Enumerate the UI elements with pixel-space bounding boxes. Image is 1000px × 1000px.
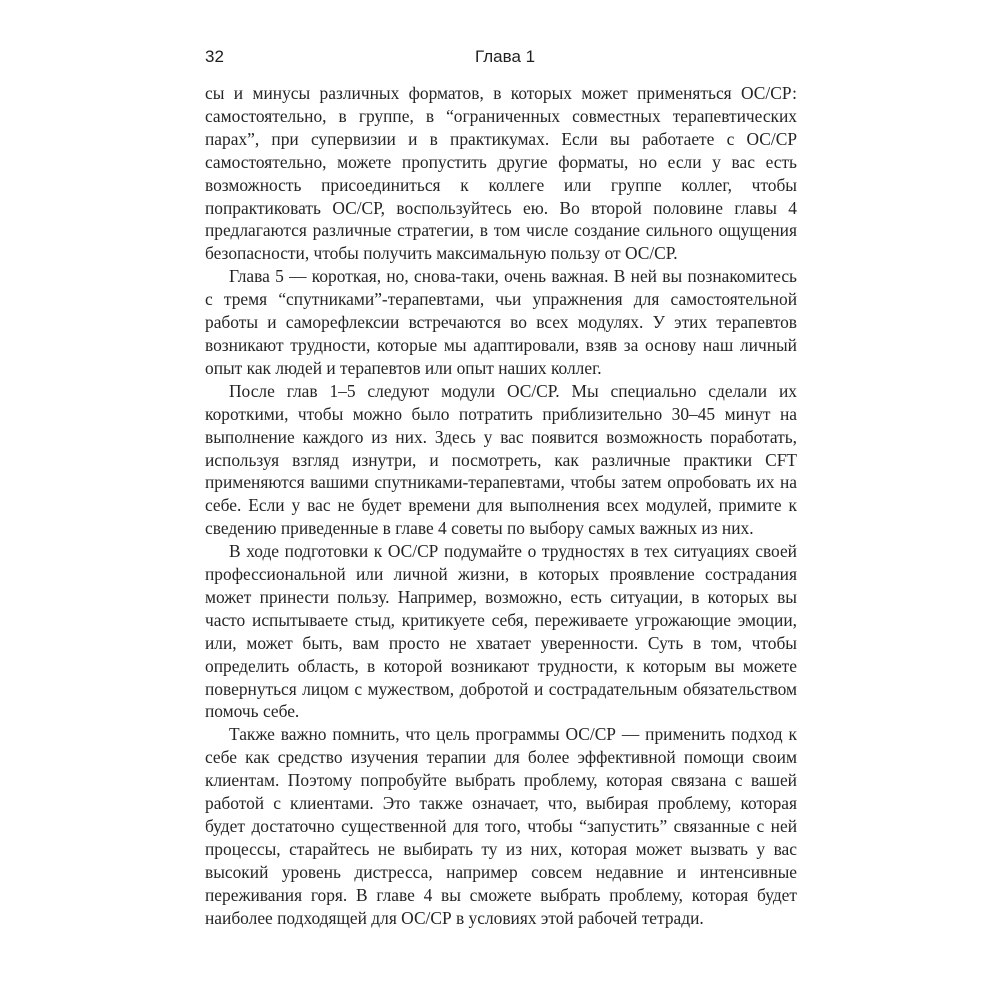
page-header bbox=[205, 46, 797, 74]
page-number: 32 bbox=[205, 47, 224, 66]
paragraph-2: Глава 5 — короткая, но, снова-таки, очень важная. В ней вы познакомитесь с тремя “спутниками”-терапевтами, чьи упражнения для самостоятельной работы и саморефлексии встречаются во всех модулях. У этих терапевтов возникают трудности, которые мы адаптировали, взяв за основу наш личный опыт как людей и терапевтов или опыт наших коллег. bbox=[205, 266, 797, 378]
paragraph-4: В ходе подготовки к ОС/СР подумайте о трудностях в тех ситуациях своей профессиональной или личной жизни, в которых проявление сострадания может принести пользу. Например, возможно, есть ситуации, в которых вы часто испытываете стыд, критикуете себя, переживаете угрожающие эмоции, или, может быть, вам просто не хватает уверенности. Суть в том, чтобы определить область, в которой возникают трудности, к которым вы можете повернуться лицом с мужеством, добротой и сострадательным обязательством помочь себе. bbox=[205, 541, 797, 722]
paragraph-5: Также важно помнить, что цель программы ОС/СР — применить подход к себе как средство изучения терапии для более эффективной помощи своим клиентам. Поэтому попробуйте выбрать проблему, которая связана с вашей работой с клиентами. Это также означает, что, выбирая проблему, которая будет достаточно существенной для того, чтобы “запустить” связанные с ней процессы, старайтесь не выбирать ту из них, которая может вызвать у вас высокий уровень дистресса, например совсем недавние и интенсивные переживания горя. В главе 4 вы сможете выбрать проблему, которая будет наиболее подходящей для ОС/СР в условиях этой рабочей тетради. bbox=[205, 724, 797, 928]
paragraph-3: После глав 1–5 следуют модули ОС/СР. Мы специально сделали их короткими, чтобы можно было потратить приблизительно 30–45 минут на выполнение каждого из них. Здесь у вас появится возможность поработать, используя взгляд изнутри, и посмотреть, как различные практики CFT применяются вашими спутниками-терапевтами, чтобы затем опробовать их на себе. Если у вас не будет времени для выполнения всех модулей, примите к сведению приведенные в главе 4 советы по выбору самых важных из них. bbox=[205, 380, 797, 539]
running-head-chapter: Глава 1 bbox=[475, 47, 536, 66]
body-text bbox=[205, 82, 797, 930]
paragraph-1: сы и минусы различных форматов, в которых может применяться ОС/СР: самостоятельно, в группе, в “ограниченных совместных терапевтических парах”, при супервизии и в практикумах. Если вы работаете с ОС/СР самостоятельно, можете пропустить другие форматы, но если у вас есть возможность присоединиться к коллеге или группе коллег, чтобы попрактиковать ОС/СР, воспользуйтесь ею. Во второй половине главы 4 предлагаются различные стратегии, в том числе создание сильного ощущения безопасности, чтобы получить максимальную пользу от ОС/СР. bbox=[205, 83, 797, 264]
